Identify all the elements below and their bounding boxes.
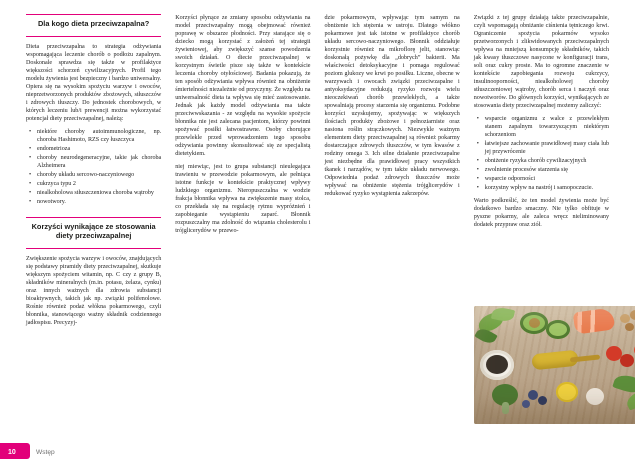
food-photo — [474, 306, 635, 424]
page-footer — [0, 433, 635, 467]
list-item: • cukrzyca typu 2 — [33, 180, 161, 188]
section-heading-who: Dla kogo dieta przeciwzapalna? — [37, 19, 150, 28]
paragraph: Korzyści płynące ze zmiany sposobu odżywiania na model przeciwzapalny mogą obejmować również poprawę w obszarze płodności. Przy starające się o dziecko mogą korzystać z założeń tej strategii żywieniowej, aby zwiększyć szanse powodzenia swoich działań. O diecie przeciwzapalnej w korzystnym świetle pisze się także w kontekście leczenia choroby otyłościowej. Badania pokazują, że ten sposób odżywiania wpływa również na obniżenie śmiertelności niezależnie od przyczyny. Że względu na uniwersalność dieta ta wpływa się mieć zastosowanie. Jednak jak każdy model odżywiania ma także przeciwwskazania - ze względu na wysokie spożycie błonnika nie jest zalecana pacjentom, którzy powinni spożywać posiłki łatwostrawne. Osoby chorujące przewlekle przed wprowadzeniem tego sposobu odżywiania powinny skonsultować się ze specjalistą dietetykiem. — [175, 15, 311, 157]
list-item: • choroby neurodegeneracyjne, takie jak choroba Alzheimera — [33, 154, 161, 170]
column-2 — [175, 14, 310, 424]
list-item: • korzystny wpływ na nastrój i samopoczucie. — [481, 184, 609, 192]
text-columns — [26, 14, 609, 424]
condition-list — [26, 128, 161, 206]
page-number: 10 — [8, 449, 16, 456]
column-3 — [325, 14, 460, 424]
footer-section-label: Wstęp — [36, 449, 55, 456]
photo-vignette — [474, 306, 635, 424]
divider-top-col1-b — [26, 217, 161, 218]
paragraph: niej miewiąc, jest to grupa substancji nieulegająca trawieniu w przewodzie pokarmowym, ale pełniąca istotne funkcje w kontekście praktycznej wpływy ludzkiego organizmu. Nieropuszczalna w wodzie frakcja błonnika wpływa na zwiększenie masy stolca, co przekłada się na regulację rytmu wypróżnień i zapobieganie wystąpieniu zaparć. Błonnik rozpuszczalny ma zdolność do wiązania cholesterolu i trójglicerydów w przewo- — [175, 164, 311, 234]
paragraph: Związki z tej grupy działają także przeciwzapalnie, czyli wspomagają obniżanie ciśnienia tętniczego krwi. Ograniczenie spożycia pokarmów wysoko przetworzonych i zlikwidowanych przeciwzapalnych wpływa na mniejszą konsumpcję składników, takich jak kwasy tłuszczowe nasycone w konfiguracji trans, soli oraz cukry proste. Ma to ogromne znaczenie w kontekście zapobiegania rozwoju cukrzycy, insulinooporności, niealkoholowej choroby stłuszczeniowej wątroby, chorób serca i naczyń oraz nowotworów. Do głównych korzyści, wynikających ze stosowania diety przeciwzapalnej możemy zaliczyć: — [473, 15, 609, 109]
section-heading-benefits: Korzyści wynikające ze stosowania diety przeciwzapalnej — [31, 222, 156, 240]
list-item: • choroby układu sercowo-naczyniowego — [33, 171, 161, 179]
list-item: • endometrioza — [33, 145, 161, 153]
paragraph: dzie pokarmowym, wpływając tym samym na obniżenie ich stężenia w ustroju. Dlatego włókno pokarmowe jest tak istotne w profilaktyce chorób układu sercowo-naczyniowego. Błonnik oddziałuje korzystnie również na mikroflorę jelit, stanowiąc doskonałą pożywkę dla „dobrych” bakterii. Ma właściwości detoksykacyjne i pomaga regulować poziom glukozy we krwi po posiłku. Liczne, obecne w warzywach i owocach związki przeciwzapalne i antyoksydacyjne redukują ryzyko rozwoju wielu nieoczekiwań chorób przewlekłych, a także spowalniają procesy starzenia się organizmu. Podobne korzyści uzyskujemy, spożywając w większych ilościach produkty zbożowe i pełnoziarniste oraz nasiona roślin strączkowych. Niezwykle ważnym elementem diety przeciwzapalnej są również pokarmy dostarczające zdrowych tłuszczów, w tym kwasów z rodziny omega 3. Ich silne działanie przeciwzapalne jest niezbędne dla prawidłowej pracy wszystkich tkanek i narządów, w tym także układu nerwowego. Odpowiednia podaż zdrowych tłuszczów może wpływać na obniżenie stężenia trójglicerydów i redukować ryzyko wystąpienia zakrzepów. — [324, 15, 460, 197]
benefits-list — [474, 115, 609, 192]
list-item: • wsparcie organizmu z walce z przewlekłym stanem zapalnym towarzyszącym niektórym schorzeniom — [481, 115, 609, 139]
paragraph: Dieta przeciwzapalna to strategia odżywiania wspomagająca leczenie chorób o podłożu zapalnym. Doskonale sprawdza się także w profilaktyce większości schorzeń cywilizacyjnych. Profil tego modelu żywienia jest bezpieczny i bardzo uniwersalny. Opiera się na wysokim spożyciu warzyw i owoców, nieprzetworzonych produktów zbożowych, stłuszczów i zdrowych tłuszczy. Do jednostek chorobowych, w których leczeniu lub/i prewencji można wykorzystać potencjał diety przeciwzapalnej, należą: — [26, 44, 162, 122]
divider-top-col1 — [26, 14, 161, 15]
list-item: • niealkoholowa stłuszczeniowa choroba wątroby — [33, 189, 161, 197]
paragraph: Warto podkreślić, że ten model żywienia może być dodatkowo bardzo smaczny. Nie tylko obfituje w pyszne pokarmy, ale zaleca wręcz nieliminowany dodatek przypraw oraz ziół. — [473, 198, 609, 228]
list-item: • zwolnienie procesów starzenia się — [481, 166, 609, 174]
list-item: • niektóre choroby autoimmunologiczne, np. choroba Hashimoto, RZS czy łuszczyca — [33, 128, 161, 144]
divider-bottom-col1-b — [26, 248, 161, 249]
list-item: • obniżenie ryzyka chorób cywilizacyjnych — [481, 157, 609, 165]
paragraph: Zwiększenie spożycia warzyw i owoców, znajdujących się podstawy piramidy diety przeciwzapalnej, skutkuje większym spożyciem witamin, np. C czy z grupy B, składników mineralnych (m.in. potasu, żelaza, cynku) oraz innych ważnych dla zdrowia substancji bioaktywnych, takich jak np. związki polifenolowe. Rośnie również podaż włókna pokarmowego, czyli błonnika, stanowiącego ważny składnik codziennego jadłospisu. Precyzyj- — [26, 256, 162, 326]
divider-bottom-col1 — [26, 36, 161, 37]
list-item: • łatwiejsze zachowanie prawidłowej masy ciała lub jej przywrócenie — [481, 140, 609, 156]
list-item: • nowotwory. — [33, 198, 161, 206]
column-1 — [26, 14, 161, 424]
column-4 — [474, 14, 609, 424]
list-item: • wsparcie odporności — [481, 175, 609, 183]
